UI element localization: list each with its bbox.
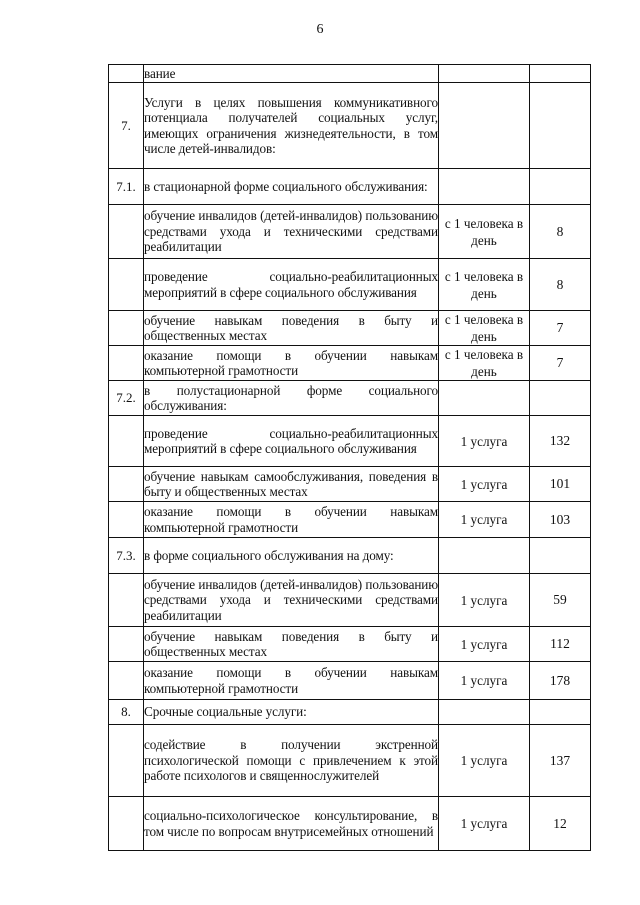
service-unit: 1 услуга: [439, 662, 530, 700]
service-unit: 1 услуга: [439, 467, 530, 502]
service-description: оказание помощи в обучении навыкам компьютерной грамотности: [144, 502, 439, 538]
row-number: [109, 627, 144, 662]
service-description: в форме социального обслуживания на дому:: [144, 538, 439, 574]
row-number: [109, 662, 144, 700]
table-row: [109, 467, 591, 502]
service-unit: [439, 65, 530, 83]
row-number: [109, 467, 144, 502]
service-description: в стационарной форме социального обслуживания:: [144, 169, 439, 205]
table-row: [109, 65, 591, 83]
service-value: 59: [530, 574, 591, 627]
service-description: обучение инвалидов (детей-инвалидов) пользованию средствами ухода и техническими средствами реабилитации: [144, 574, 439, 627]
table-row: [109, 725, 591, 797]
row-number: 7.3.: [109, 538, 144, 574]
table-row: [109, 259, 591, 311]
row-number: 7.: [109, 83, 144, 169]
service-description: вание: [144, 65, 439, 83]
table-row: [109, 574, 591, 627]
row-number: 7.2.: [109, 381, 144, 416]
service-value: 103: [530, 502, 591, 538]
service-description: проведение социально-реабилитационных мероприятий в сфере социального обслуживания: [144, 259, 439, 311]
service-description: Услуги в целях повышения коммуникативного потенциала получателей социальных услуг, имеющих ограничения жизнедеятельности, в том числе детей-инвалидов:: [144, 83, 439, 169]
service-value: 178: [530, 662, 591, 700]
service-unit: с 1 человека в день: [439, 205, 530, 259]
service-value: [530, 65, 591, 83]
row-number: [109, 725, 144, 797]
service-value: [530, 381, 591, 416]
row-number: [109, 65, 144, 83]
row-number: [109, 346, 144, 381]
table-row: [109, 662, 591, 700]
row-number: [109, 311, 144, 346]
service-description: обучение навыкам поведения в быту и общественных местах: [144, 627, 439, 662]
service-value: 7: [530, 346, 591, 381]
service-description: проведение социально-реабилитационных мероприятий в сфере социального обслуживания: [144, 416, 439, 467]
service-value: [530, 538, 591, 574]
service-unit: 1 услуга: [439, 502, 530, 538]
service-unit: 1 услуга: [439, 797, 530, 851]
table-row: [109, 311, 591, 346]
table-row: [109, 381, 591, 416]
service-value: 101: [530, 467, 591, 502]
table-row: [109, 205, 591, 259]
service-unit: [439, 381, 530, 416]
row-number: [109, 502, 144, 538]
service-value: 132: [530, 416, 591, 467]
row-number: [109, 205, 144, 259]
service-description: оказание помощи в обучении навыкам компьютерной грамотности: [144, 346, 439, 381]
service-description: социально-психологическое консультирование, в том числе по вопросам внутрисемейных отношений: [144, 797, 439, 851]
service-unit: с 1 человека в день: [439, 311, 530, 346]
table-row: [109, 502, 591, 538]
service-value: 8: [530, 205, 591, 259]
table-row: [109, 627, 591, 662]
service-value: 112: [530, 627, 591, 662]
service-value: [530, 83, 591, 169]
table-row: [109, 169, 591, 205]
service-unit: [439, 169, 530, 205]
service-value: 12: [530, 797, 591, 851]
service-value: 137: [530, 725, 591, 797]
service-description: обучение инвалидов (детей-инвалидов) пользованию средствами ухода и техническими средствами реабилитации: [144, 205, 439, 259]
row-number: [109, 797, 144, 851]
table-row: [109, 538, 591, 574]
service-description: оказание помощи в обучении навыкам компьютерной грамотности: [144, 662, 439, 700]
service-unit: [439, 538, 530, 574]
row-number: [109, 259, 144, 311]
page-number: 6: [316, 22, 324, 37]
service-unit: 1 услуга: [439, 627, 530, 662]
service-unit: [439, 700, 530, 725]
service-unit: 1 услуга: [439, 416, 530, 467]
service-unit: [439, 83, 530, 169]
row-number: [109, 416, 144, 467]
row-number: 8.: [109, 700, 144, 725]
row-number: [109, 574, 144, 627]
service-description: содействие в получении экстренной психологической помощи с привлечением к этой работе психологов и священнослужителей: [144, 725, 439, 797]
service-unit: с 1 человека в день: [439, 346, 530, 381]
table-row: [109, 346, 591, 381]
service-value: 8: [530, 259, 591, 311]
service-unit: 1 услуга: [439, 574, 530, 627]
service-value: [530, 700, 591, 725]
service-unit: с 1 человека в день: [439, 259, 530, 311]
row-number: 7.1.: [109, 169, 144, 205]
service-description: в полустационарной форме социального обслуживания:: [144, 381, 439, 416]
table-row: [109, 797, 591, 851]
service-value: 7: [530, 311, 591, 346]
service-unit: 1 услуга: [439, 725, 530, 797]
service-description: обучение навыкам самообслуживания, поведения в быту и общественных местах: [144, 467, 439, 502]
table-row: [109, 700, 591, 725]
table-row: [109, 83, 591, 169]
service-value: [530, 169, 591, 205]
service-description: Срочные социальные услуги:: [144, 700, 439, 725]
service-description: обучение навыкам поведения в быту и общественных местах: [144, 311, 439, 346]
services-table: [108, 64, 591, 851]
table-row: [109, 416, 591, 467]
